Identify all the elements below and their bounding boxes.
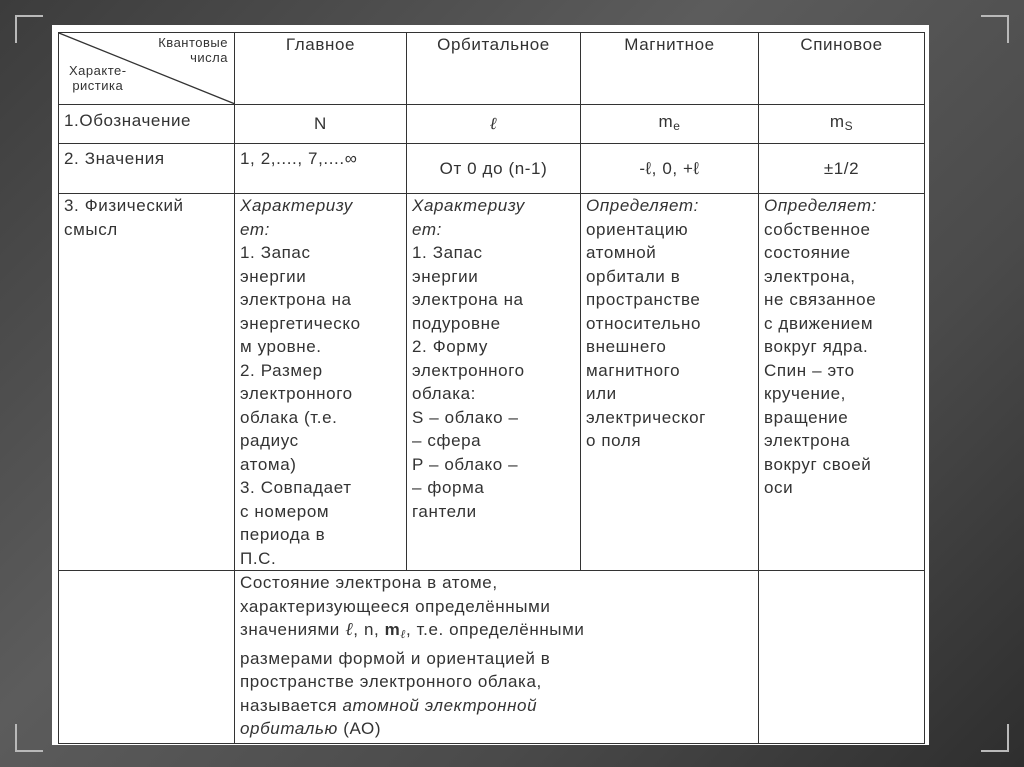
frame-corner-bottom-right bbox=[981, 724, 1009, 752]
meaning-main bbox=[235, 194, 407, 571]
definition-line-3-b: , n, bbox=[353, 620, 380, 639]
meaning-magnetic-title: Определяет: bbox=[586, 196, 699, 215]
definition-line-3 bbox=[240, 618, 753, 647]
definition-right-blank bbox=[759, 571, 925, 744]
frame-corner-top-left bbox=[15, 15, 43, 43]
definition-line-7-italic: орбиталью bbox=[240, 719, 338, 738]
definition-line-3-c: , т.е. определёнными bbox=[405, 620, 585, 639]
header-corner-quantum-numbers: Квантовые числа bbox=[158, 35, 228, 65]
designation-magnetic-base: m bbox=[658, 111, 674, 131]
values-magnetic: -ℓ, 0, +ℓ bbox=[581, 144, 759, 194]
meaning-label: 3. Физический смысл bbox=[59, 194, 235, 571]
meaning-spin bbox=[759, 194, 925, 571]
meaning-orbital-title: Характеризу ет: bbox=[412, 196, 525, 239]
meaning-orbital-body: 1. Запас энергии электрона на подуровне 2. Форму электронного облака: S – облако – – сфера P – облако – – форма гантели bbox=[412, 243, 525, 521]
header-corner-characteristic: Характе- ристика bbox=[69, 63, 127, 93]
header-spin: Спиновое bbox=[759, 33, 925, 105]
meaning-main-title: Характеризу ет: bbox=[240, 196, 353, 239]
quantum-numbers-table bbox=[58, 32, 925, 744]
header-orbital: Орбитальное bbox=[407, 33, 581, 105]
values-main: 1, 2,...., 7,....∞ bbox=[235, 144, 407, 194]
definition-line-6 bbox=[240, 694, 753, 718]
header-main: Главное bbox=[235, 33, 407, 105]
meaning-magnetic bbox=[581, 194, 759, 571]
meaning-magnetic-body: ориентацию атомной орбитали в пространстве относительно внешнего магнитного или электрическог о поля bbox=[586, 219, 706, 450]
definition-line-7-b: (АО) bbox=[343, 719, 382, 738]
designation-label: 1.Обозначение bbox=[59, 105, 235, 144]
definition-left-blank bbox=[59, 571, 235, 744]
definition-line-6-italic: атомной электронной bbox=[342, 695, 538, 715]
designation-row bbox=[59, 105, 925, 144]
header-magnetic: Магнитное bbox=[581, 33, 759, 105]
meaning-row bbox=[59, 194, 925, 571]
designation-spin-base: m bbox=[829, 111, 845, 131]
header-row bbox=[59, 33, 925, 105]
definition-l-symbol: ℓ bbox=[345, 619, 354, 639]
frame-corner-bottom-left bbox=[15, 724, 43, 752]
values-row bbox=[59, 144, 925, 194]
definition-line-7 bbox=[240, 717, 753, 741]
designation-spin-sub: S bbox=[844, 118, 854, 133]
designation-orbital: ℓ bbox=[407, 105, 581, 144]
frame-corner-top-right bbox=[981, 15, 1009, 43]
designation-spin bbox=[759, 105, 925, 144]
definition-line-6-a: называется bbox=[240, 695, 338, 715]
atomic-orbital-definition bbox=[235, 571, 759, 744]
meaning-main-body: 1. Запас энергии электрона на энергетическо м уровне. 2. Размер электронного облака (т.е. радиус атома) 3. Совпадает с номером периода в П.С. bbox=[240, 243, 361, 568]
designation-main: N bbox=[235, 105, 407, 144]
meaning-spin-title: Определяет: bbox=[764, 196, 877, 215]
designation-magnetic bbox=[581, 105, 759, 144]
designation-magnetic-sub: e bbox=[673, 118, 681, 133]
values-spin: ±1/2 bbox=[759, 144, 925, 194]
header-corner-cell bbox=[59, 33, 235, 105]
definition-line-4: размерами формой и ориентацией в bbox=[240, 648, 551, 668]
definition-m-symbol: m bbox=[384, 620, 401, 639]
slide-sheet bbox=[52, 25, 929, 745]
values-orbital: От 0 до (n-1) bbox=[407, 144, 581, 194]
definition-line-1: Состояние электрона в атоме, bbox=[240, 573, 498, 592]
definition-m-sub: ℓ bbox=[400, 627, 406, 641]
definition-line-3-a: значениями bbox=[240, 620, 340, 639]
meaning-orbital bbox=[407, 194, 581, 571]
definition-row bbox=[59, 571, 925, 744]
definition-line-5: пространстве электронного облака, bbox=[240, 672, 542, 691]
values-label: 2. Значения bbox=[59, 144, 235, 194]
definition-line-2: характеризующееся определёнными bbox=[240, 596, 551, 616]
meaning-spin-body: собственное состояние электрона, не связанное с движением вокруг ядра. Спин – это кручение, вращение электрона вокруг своей оси bbox=[764, 219, 877, 497]
